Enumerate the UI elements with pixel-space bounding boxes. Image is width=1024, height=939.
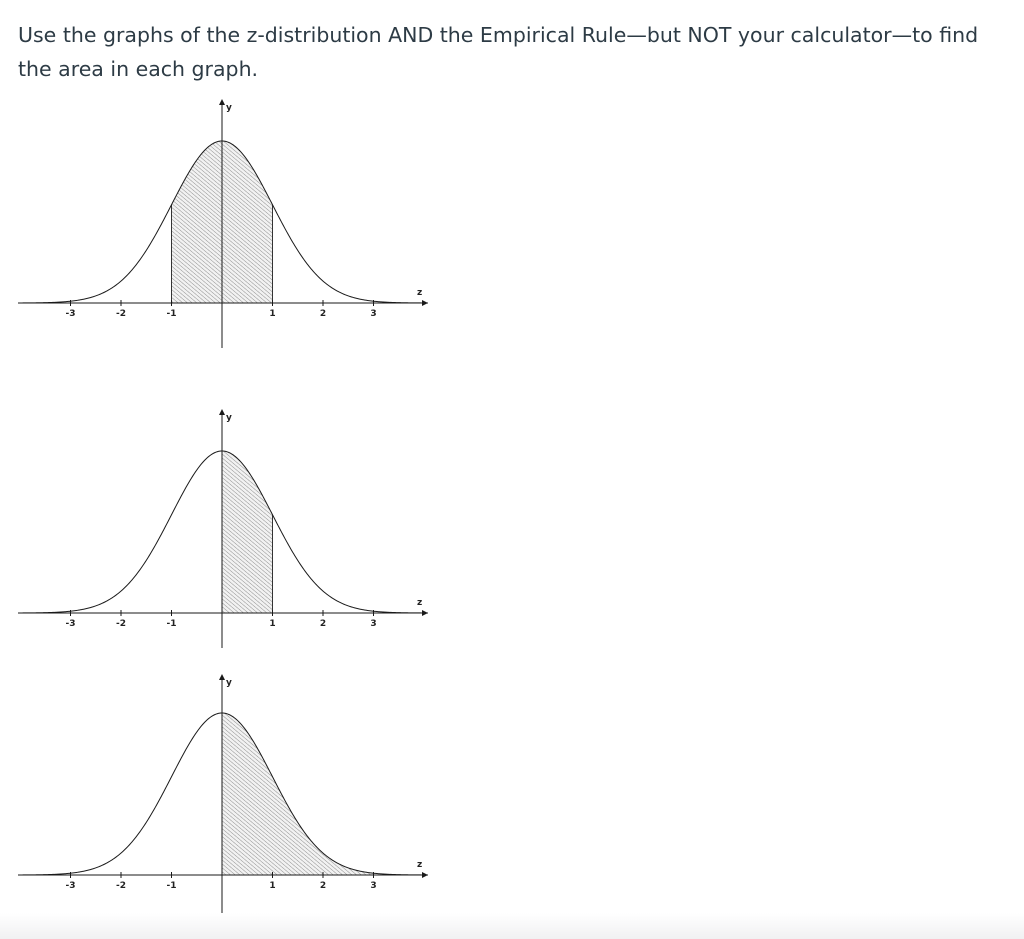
tick-label: -1 xyxy=(166,619,177,629)
normal-curve-graph-3 xyxy=(0,670,450,920)
z-axis-arrow-icon xyxy=(422,300,428,306)
curve-svg xyxy=(0,405,450,650)
y-axis-arrow-icon xyxy=(219,409,225,415)
tick-label: -3 xyxy=(65,309,76,319)
tick-label: 1 xyxy=(269,309,276,319)
y-axis-label: y xyxy=(226,413,232,423)
tick-label: 1 xyxy=(269,881,276,891)
shaded-area xyxy=(222,713,374,875)
question-text: Use the graphs of the z-distribution AND the Empirical Rule—but NOT your calculator—to find the area in each graph. xyxy=(18,23,979,81)
tick-label: 2 xyxy=(319,619,327,629)
z-axis-arrow-icon xyxy=(422,610,428,616)
page-bottom-band xyxy=(0,913,1024,939)
tick-label: 1 xyxy=(269,619,276,629)
tick-label: -3 xyxy=(65,881,76,891)
y-axis-arrow-icon xyxy=(219,674,225,680)
z-axis-arrow-icon xyxy=(422,872,428,878)
tick-label: 2 xyxy=(319,309,327,319)
z-axis-label: z xyxy=(417,598,423,608)
y-axis-label: y xyxy=(226,103,232,113)
z-axis-label: z xyxy=(417,860,423,870)
normal-curve-graph-1 xyxy=(0,95,450,350)
tick-label: -2 xyxy=(116,619,126,629)
tick-label: 2 xyxy=(319,881,327,891)
tick-label: 3 xyxy=(370,619,377,629)
curve-svg xyxy=(0,95,450,350)
z-axis-label: z xyxy=(417,288,423,298)
y-axis-arrow-icon xyxy=(219,99,225,105)
tick-label: -2 xyxy=(116,881,126,891)
tick-label: -1 xyxy=(166,309,177,319)
tick-label: -2 xyxy=(116,309,126,319)
tick-label: 3 xyxy=(370,881,377,891)
tick-label: 3 xyxy=(370,309,377,319)
normal-curve-graph-2 xyxy=(0,405,450,650)
tick-label: -3 xyxy=(65,619,76,629)
curve-svg xyxy=(0,670,450,920)
tick-label: -1 xyxy=(166,881,177,891)
shaded-area xyxy=(222,451,273,613)
y-axis-label: y xyxy=(226,678,232,688)
